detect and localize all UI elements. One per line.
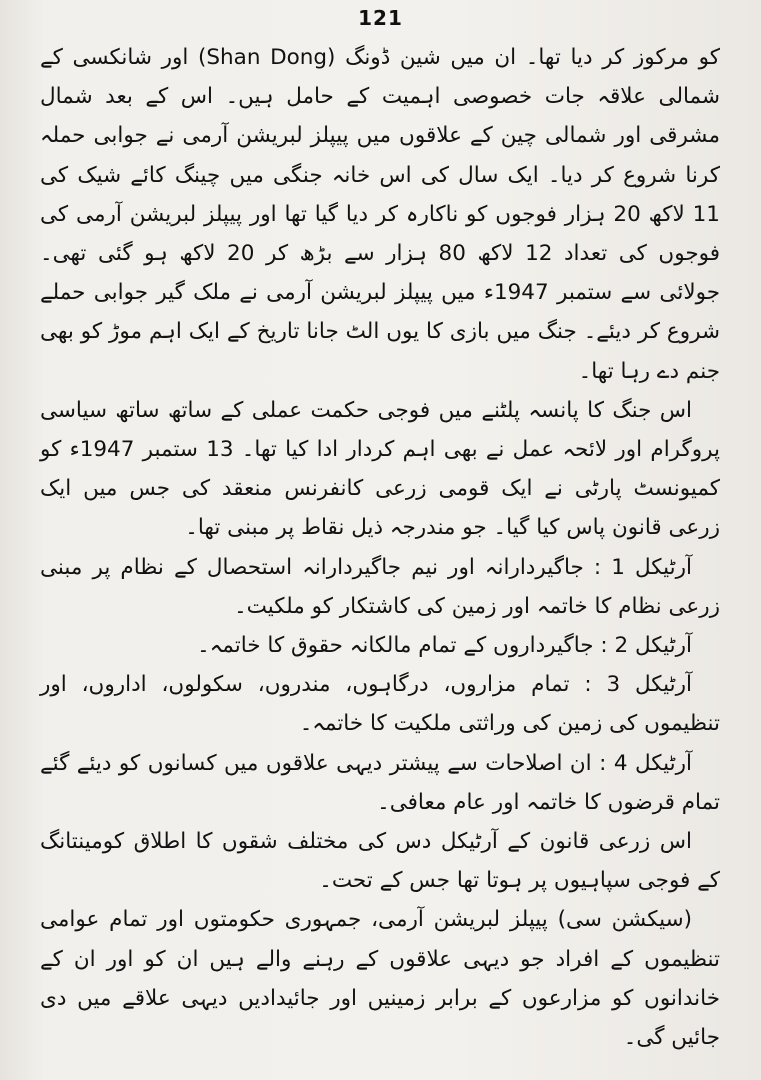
paragraph-1-after: اور شانکسی کے شمالی علاقہ جات خصوصی اہمیت کے حامل ہیں۔ اس کے بعد شمال مشرقی اور شمالی چین کے علاقوں میں پیپلز لبریشن آرمی نے جوابی حملہ کرنا شروع کر دیا۔ ایک سال کی اس خانہ جنگی میں چینگ کائے شیک کی 11 لاکھ 20 ہزار فوجوں کو ناکارہ کر دیا گیا تھا اور پیپلز لبریشن آرمی کی فوجوں کی تعداد 12 لاکھ 80 ہزار سے بڑھ کر 20 لاکھ ہو گئی تھی۔ جولائی سے ستمبر 1947ء میں پیپلز لبریشن آرمی نے ملک گیر جوابی حملے شروع کر دیئے۔ جنگ میں بازی کا یوں الٹ جانا تاریخ کے ایک اہم موڑ کو بھی جنم دے رہا تھا۔: [40, 45, 720, 384]
page-number: 121: [358, 6, 403, 30]
paragraph-1-before: کو مرکوز کر دیا تھا۔ ان میں شین ڈونگ: [335, 45, 720, 70]
section-c: (سیکشن سی) پیپلز لبریشن آرمی، جمہوری حکومتوں اور تمام عوامی تنظیموں کے افراد جو دیہی علاقوں کے رہنے والے ہیں ان کو اور ان کے خاندانوں کو مزارعوں کے برابر زمینیں اور جائیدادیں دیہی علاقے میں دی جائیں گی۔: [40, 907, 720, 1051]
paragraph-1: [40, 38, 720, 391]
article-4: آرٹیکل 4 : ان اصلاحات سے پیشتر دیہی علاقوں میں کسانوں کو دیئے گئے تمام قرضوں کا خاتمہ اور عام معافی۔: [40, 750, 720, 815]
body-text: [40, 38, 720, 1057]
paragraph-2: اس جنگ کا پانسہ پلٹنے میں فوجی حکمت عملی کے ساتھ ساتھ سیاسی پروگرام اور لائحہ عمل نے بھی اہم کردار ادا کیا تھا۔ 13 ستمبر 1947ء کو کمیونسٹ پارٹی نے ایک قومی زرعی کانفرنس منعقد کی جس میں ایک زرعی قانون پاس کیا گیا۔ جو مندرجہ ذیل نقاط پر مبنی تھا۔: [40, 397, 720, 541]
paragraph-article-10: اس زرعی قانون کے آرٹیکل دس کی مختلف شقوں کا اطلاق کومینتانگ کے فوجی سپاہیوں پر ہوتا تھا جس کے تحت۔: [40, 829, 720, 894]
latin-term: (Shan Dong): [197, 45, 336, 70]
article-3: آرٹیکل 3 : تمام مزاروں، درگاہوں، مندروں، سکولوں، اداروں، اور تنظیموں کی زمین کی وراثتی ملکیت کا خاتمہ۔: [40, 672, 720, 737]
article-2: آرٹیکل 2 : جاگیرداروں کے تمام مالکانہ حقوق کا خاتمہ۔: [197, 633, 692, 659]
article-1: آرٹیکل 1 : جاگیردارانہ اور نیم جاگیردارانہ استحصال کے نظام پر مبنی زرعی نظام کا خاتمہ اور زمین کی کاشتکار کو ملکیت۔: [40, 554, 720, 619]
